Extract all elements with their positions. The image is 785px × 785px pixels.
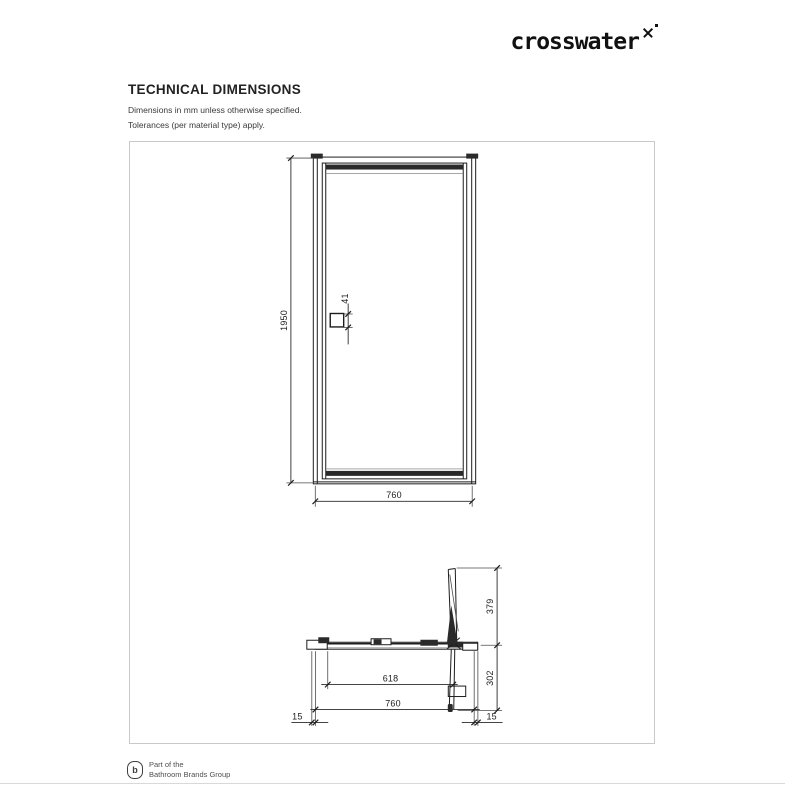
dim-front-height-1950 [279, 155, 313, 485]
dim-adjust-right-15 [462, 712, 503, 725]
page-bottom-rule [0, 783, 785, 784]
technical-drawing [130, 142, 654, 743]
plan-door-open-in [448, 649, 455, 712]
page-title: TECHNICAL DIMENSIONS [128, 82, 302, 97]
header [128, 82, 302, 130]
crosswater-logo-text: crosswater [510, 29, 639, 55]
technical-drawing-box [129, 141, 655, 744]
plan-roller-2 [420, 640, 437, 646]
bathroom-brands-logo-icon: b [127, 761, 143, 779]
plan-door-open-out [447, 569, 458, 645]
adjust-right-label: 15 [486, 711, 497, 722]
logo-dot-icon [655, 24, 658, 27]
plan-left-bracket [318, 637, 329, 643]
dim-front-width-760 [313, 486, 475, 507]
swing-in-label: 302 [485, 670, 496, 686]
dim-opening-618 [321, 674, 457, 688]
front-width-label: 760 [386, 489, 402, 500]
front-height-label: 1950 [278, 310, 289, 331]
crosswater-x-icon [642, 27, 654, 39]
dim-swing-in-302 [458, 645, 502, 713]
tolerances-note: Tolerances (per material type) apply. [128, 120, 265, 130]
dimensions-note: Dimensions in mm unless otherwise specified. [128, 105, 302, 115]
front-top-right-bracket [466, 154, 478, 159]
handle-offset-label: 41 [340, 293, 351, 304]
footer-text [149, 760, 230, 780]
plan-right-wall-profile [463, 643, 478, 650]
footer [127, 760, 230, 780]
front-top-rail [326, 165, 463, 170]
adjust-left-label: 15 [292, 711, 303, 722]
plan-width-label: 760 [385, 698, 401, 709]
dim-adjust-left-15 [291, 712, 328, 725]
footer-line-2: Bathroom Brands Group [149, 770, 231, 779]
dim-swing-out-379 [457, 565, 502, 648]
crosswater-logo [511, 31, 654, 54]
front-bottom-rail [326, 471, 463, 476]
plan-view [307, 569, 478, 712]
swing-out-label: 379 [485, 598, 496, 615]
opening-label: 618 [382, 673, 399, 684]
footer-line-1: Part of the [149, 760, 184, 769]
front-view [311, 154, 478, 484]
front-door-handle [330, 313, 343, 326]
